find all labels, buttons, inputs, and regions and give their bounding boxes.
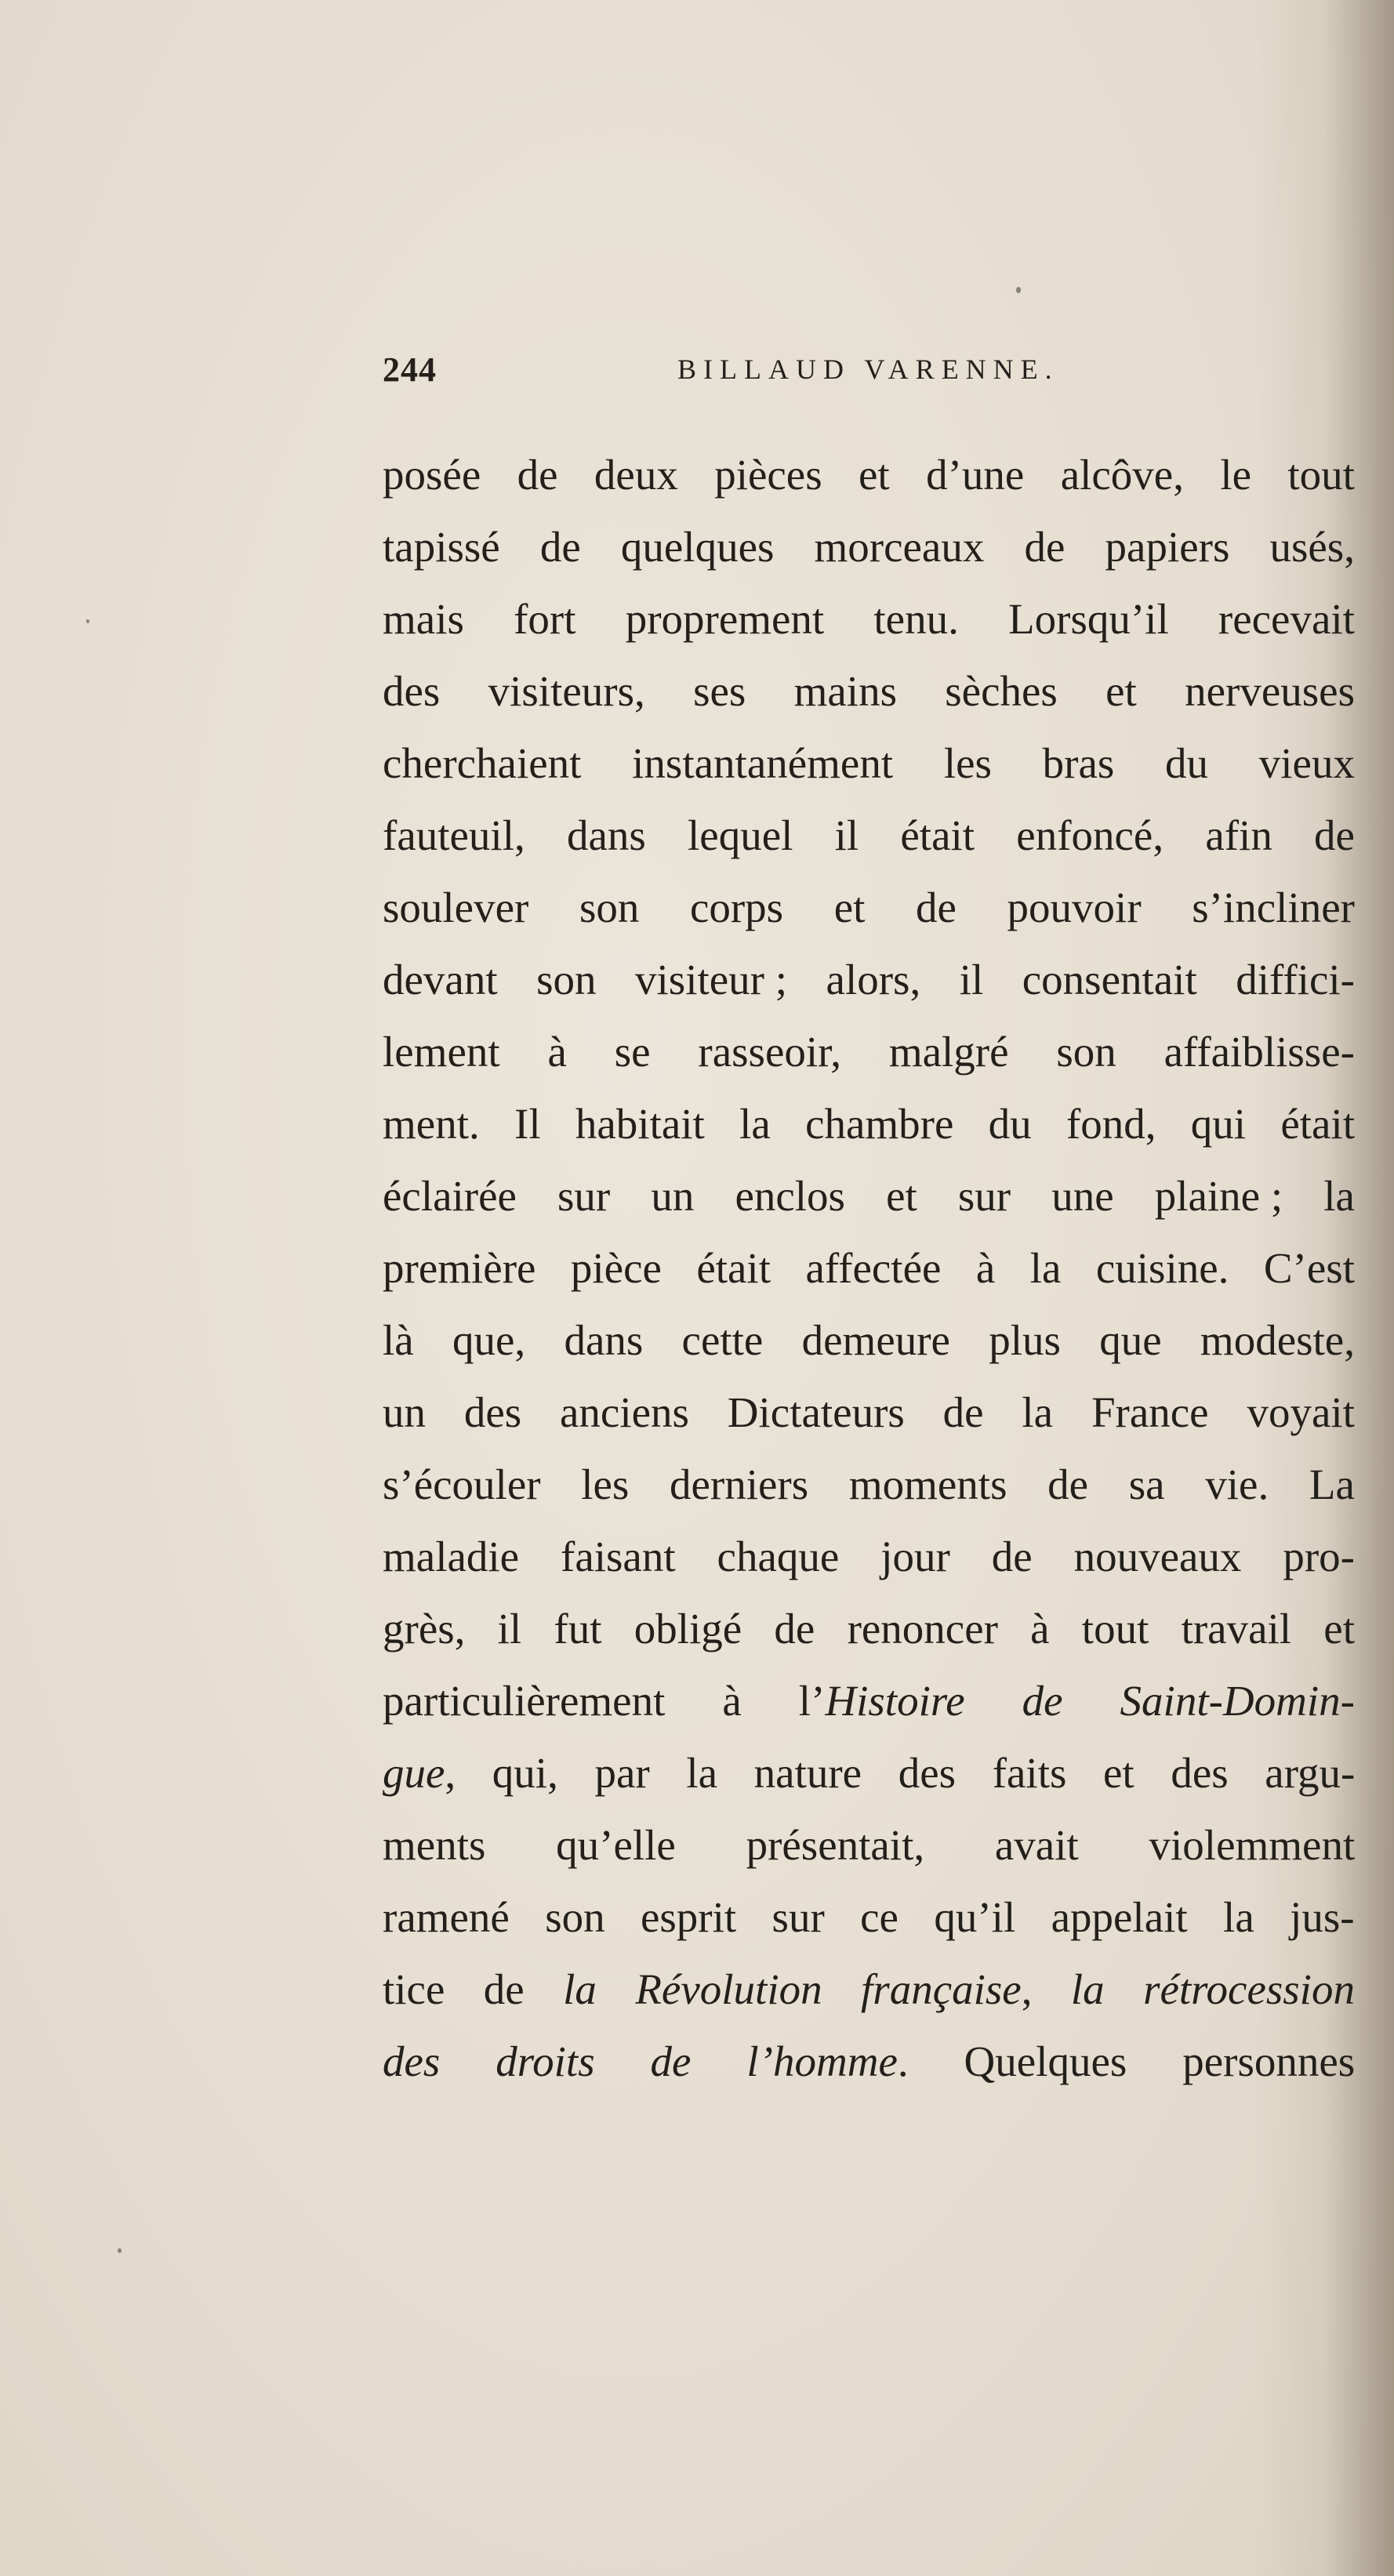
word: usés,	[1269, 523, 1355, 571]
text-line-10	[383, 1088, 1355, 1160]
line-19-roman: , qui, par la nature des faits et des argu-	[445, 1749, 1355, 1797]
word: et	[833, 883, 866, 931]
word: des	[383, 667, 441, 715]
page-number: 244	[383, 350, 437, 389]
word: pouvoir	[1007, 883, 1142, 931]
word: là	[383, 1316, 414, 1364]
word: de	[1314, 811, 1355, 859]
word: de	[1024, 523, 1065, 571]
text-line-6	[383, 800, 1355, 872]
word: était	[696, 1244, 771, 1292]
text-line-1	[383, 439, 1355, 511]
word: papiers	[1105, 523, 1230, 571]
text-line-4	[383, 655, 1355, 727]
word: modeste,	[1200, 1316, 1355, 1364]
text-line-16	[383, 1521, 1355, 1593]
word: cuisine.	[1095, 1244, 1229, 1292]
text-line-19	[383, 1737, 1355, 1809]
text-line-3	[383, 583, 1355, 655]
word: que,	[452, 1316, 526, 1364]
word: dans	[564, 1316, 644, 1364]
word: maladie	[383, 1533, 520, 1580]
word: première	[383, 1244, 536, 1292]
text-line-22	[383, 1954, 1355, 2026]
word: il	[959, 956, 984, 1003]
word: grès,	[383, 1605, 466, 1653]
word: de	[1047, 1460, 1089, 1508]
word: tout	[1081, 1605, 1149, 1653]
word: que	[1099, 1316, 1162, 1364]
word: la	[739, 1100, 771, 1148]
word: la	[1323, 1172, 1355, 1220]
word: diffici-	[1236, 956, 1355, 1003]
line-22-italic-b: la rétrocession	[1070, 1965, 1355, 2013]
word: se	[614, 1028, 651, 1076]
word: mais	[383, 595, 464, 643]
word: et	[1105, 667, 1137, 715]
word: nerveuses	[1185, 667, 1355, 715]
word: lequel	[688, 811, 793, 859]
word: Lorsqu’il	[1008, 595, 1169, 643]
line-22-italic-a: la Révolution française	[563, 1965, 1022, 2013]
word: lement	[383, 1028, 500, 1076]
text-line-23	[383, 2026, 1355, 2098]
word: les	[943, 739, 992, 787]
word: la	[1029, 1244, 1062, 1292]
word: son	[536, 956, 597, 1003]
word: deux	[594, 451, 678, 499]
running-title: BILLAUD VARENNE.	[677, 354, 1059, 385]
word: posée	[383, 451, 481, 499]
word: quelques	[620, 523, 775, 571]
word: et	[1323, 1605, 1355, 1653]
line-22-roman-a: tice de	[383, 1965, 564, 2013]
word: tout	[1287, 451, 1355, 499]
text-line-15	[383, 1449, 1355, 1521]
paper-speck	[1016, 287, 1021, 293]
word: jour	[880, 1533, 950, 1580]
word: s’incliner	[1192, 883, 1355, 931]
word: travail	[1181, 1605, 1292, 1653]
text-line-7	[383, 872, 1355, 944]
word: voyait	[1247, 1388, 1355, 1436]
text-line-13	[383, 1304, 1355, 1377]
word: consentait	[1022, 956, 1197, 1003]
word: chaque	[717, 1533, 840, 1580]
word: et	[859, 451, 890, 499]
word: anciens	[560, 1388, 689, 1436]
word: ses	[693, 667, 746, 715]
word: qui	[1190, 1100, 1247, 1148]
word: tapissé	[383, 523, 500, 571]
word: son	[1056, 1028, 1116, 1076]
word: une	[1051, 1172, 1114, 1220]
word: habitait	[575, 1100, 705, 1148]
word: il	[497, 1605, 522, 1653]
line-18-roman: particulièrement à l’	[383, 1677, 826, 1725]
word: alcôve,	[1060, 451, 1184, 499]
word: à	[975, 1244, 996, 1292]
text-line-8	[383, 944, 1355, 1016]
running-head	[383, 343, 1386, 398]
word: tenu.	[873, 595, 959, 643]
word: s’écouler	[383, 1460, 541, 1508]
word: alors,	[826, 956, 921, 1003]
line-23-roman: . Quelques personnes	[897, 2037, 1355, 2085]
word: visiteurs,	[488, 667, 645, 715]
word: plaine ;	[1154, 1172, 1283, 1220]
word: à	[1030, 1605, 1050, 1653]
word: les	[581, 1460, 630, 1508]
word: faisant	[561, 1533, 676, 1580]
word: sa	[1128, 1460, 1165, 1508]
word: corps	[689, 883, 784, 931]
word: moments	[848, 1460, 1007, 1508]
line-23-italic: des droits de l’homme	[383, 2037, 898, 2085]
word: sèches	[945, 667, 1058, 715]
word: d’une	[926, 451, 1025, 499]
word: pro-	[1283, 1533, 1355, 1580]
word: pièces	[714, 451, 822, 499]
word: chambre	[805, 1100, 954, 1148]
text-line-12	[383, 1232, 1355, 1304]
word: morceaux	[814, 523, 985, 571]
line-19-italic: gue	[383, 1749, 445, 1797]
text-line-2	[383, 511, 1355, 583]
text-line-21: ramené son esprit sur ce qu’il appelait la jus-	[383, 1893, 1355, 1941]
word: devant	[383, 956, 498, 1003]
word: un	[383, 1388, 426, 1436]
word: de	[916, 883, 957, 931]
paper-speck	[118, 2248, 122, 2253]
word: La	[1309, 1460, 1355, 1508]
text-line-20: ments qu’elle présentait, avait violemment	[383, 1821, 1355, 1869]
word: et	[886, 1172, 917, 1220]
body-lines	[383, 439, 1355, 1665]
text-line-14	[383, 1377, 1355, 1449]
word: cherchaient	[383, 739, 582, 787]
word: affaiblisse-	[1163, 1028, 1355, 1076]
text-line-18	[383, 1665, 1355, 1737]
word: proprement	[625, 595, 825, 643]
paper-speck	[86, 619, 89, 623]
word: rasseoir,	[698, 1028, 841, 1076]
word: à	[547, 1028, 567, 1076]
word: renoncer	[847, 1605, 998, 1653]
word: dans	[566, 811, 646, 859]
word: de	[539, 523, 581, 571]
word: afin	[1205, 811, 1272, 859]
word: de	[991, 1533, 1033, 1580]
word: du	[1165, 739, 1209, 787]
word: ment.	[383, 1100, 480, 1148]
word: était	[1280, 1100, 1355, 1148]
word: de	[942, 1388, 984, 1436]
word: affectée	[805, 1244, 942, 1292]
word: C’est	[1263, 1244, 1355, 1292]
word: éclairée	[383, 1172, 517, 1220]
word: vieux	[1258, 739, 1355, 787]
word: la	[1022, 1388, 1054, 1436]
word: il	[834, 811, 859, 859]
text-line-11	[383, 1160, 1355, 1232]
word: derniers	[670, 1460, 809, 1508]
word: instantanément	[632, 739, 894, 787]
word: de	[774, 1605, 815, 1653]
word: sur	[957, 1172, 1011, 1220]
word: enclos	[735, 1172, 845, 1220]
word: cette	[681, 1316, 764, 1364]
line-22-roman-b: ,	[1021, 1965, 1071, 2013]
word: des	[463, 1388, 522, 1436]
word: mains	[793, 667, 897, 715]
text-line-17	[383, 1593, 1355, 1665]
word: enfoncé,	[1016, 811, 1164, 859]
word: fort	[514, 595, 576, 643]
word: fond,	[1065, 1100, 1156, 1148]
word: bras	[1042, 739, 1115, 787]
word: Il	[514, 1100, 541, 1148]
text-line-9	[383, 1016, 1355, 1088]
word: vie.	[1205, 1460, 1269, 1508]
line-18-italic: Histoire de Saint-Domin-	[825, 1677, 1355, 1725]
word: son	[579, 883, 640, 931]
word: était	[900, 811, 975, 859]
word: obligé	[633, 1605, 742, 1653]
word: Dictateurs	[727, 1388, 905, 1436]
word: le	[1220, 451, 1252, 499]
word: de	[517, 451, 558, 499]
word: fauteuil,	[383, 811, 525, 859]
word: malgré	[888, 1028, 1009, 1076]
word: France	[1091, 1388, 1209, 1436]
word: sur	[557, 1172, 611, 1220]
word: demeure	[801, 1316, 950, 1364]
word: pièce	[570, 1244, 662, 1292]
text-line-5	[383, 727, 1355, 800]
word: plus	[989, 1316, 1061, 1364]
word: nouveaux	[1073, 1533, 1242, 1580]
word: du	[988, 1100, 1032, 1148]
body-text	[383, 439, 1355, 2098]
word: un	[651, 1172, 695, 1220]
word: recevait	[1218, 595, 1355, 643]
word: fut	[554, 1605, 602, 1653]
word: soulever	[383, 883, 529, 931]
word: visiteur ;	[635, 956, 788, 1003]
